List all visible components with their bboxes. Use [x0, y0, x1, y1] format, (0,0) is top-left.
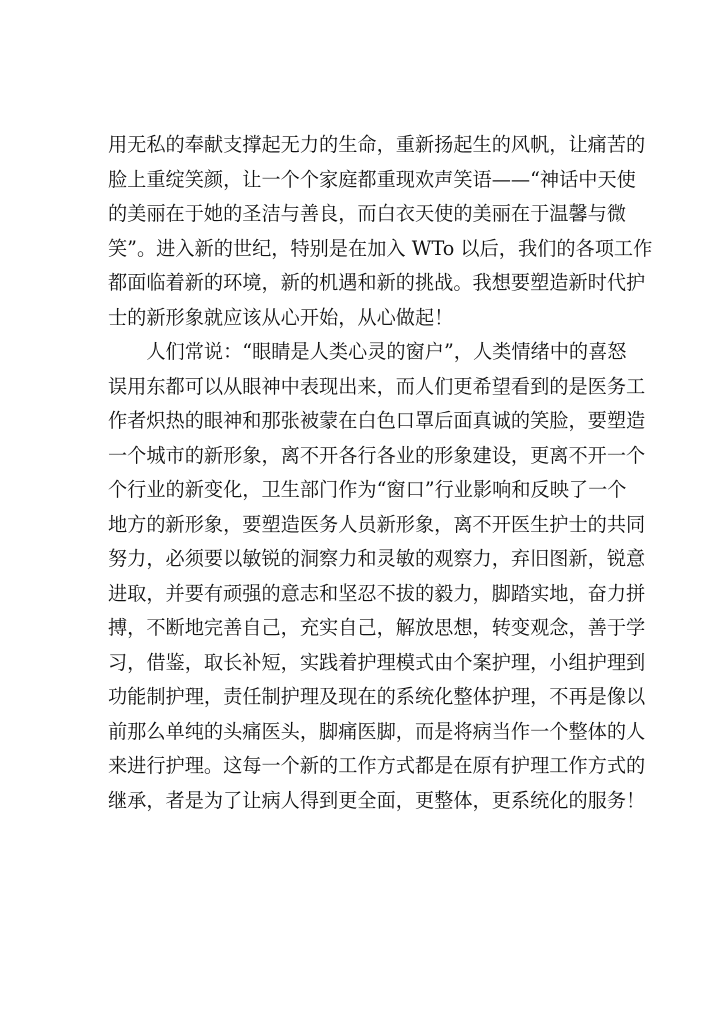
text-line: 用无私的奉献支撑起无力的生命，重新扬起生的风帆，让痛苦的 — [108, 133, 646, 156]
text-line: 前那么单纯的头痛医头，脚痛医脚，而是将病当作一个整体的人 — [108, 719, 646, 743]
text-line: 继承，者是为了让病人得到更全面，更整体，更系统化的服务！ — [108, 788, 646, 812]
body-text — [108, 128, 653, 818]
text-line: 脸上重绽笑颜，让一个个家庭都重现欢声笑语——“神话中天使 — [108, 167, 636, 191]
text-line: 笑”。进入新的世纪，特别是在加入 WTo 以后，我们的各项工作 — [108, 236, 653, 260]
text-line: 一个城市的新形象，离不开各行各业的形象建设，更离不开一个 — [108, 443, 646, 467]
text-line: 来进行护理。这每一个新的工作方式都是在原有护理工作方式的 — [108, 754, 646, 777]
text-line: 地方的新形象，要塑造医务人员新形象，离不开医生护士的共同 — [108, 512, 646, 536]
text-line: 功能制护理，责任制护理及现在的系统化整体护理，不再是像以 — [108, 685, 646, 708]
text-line: 的美丽在于她的圣洁与善良，而白衣天使的美丽在于温馨与微 — [108, 202, 627, 225]
text-line: 习，借鉴，取长补短，实践着护理模式由个案护理，小组护理到 — [108, 650, 646, 674]
text-line: 误用东都可以从眼神中表现出来，而人们更希望看到的是医务工 — [108, 374, 646, 398]
text-line: 士的新形象就应该从心开始，从心做起！ — [108, 305, 454, 329]
text-line: 个行业的新变化，卫生部门作为“窗口”行业影响和反映了一个 — [108, 478, 627, 501]
text-line: 努力，必须要以敏锐的洞察力和灵敏的观察力，弃旧图新，锐意 — [108, 547, 646, 570]
text-line: 搏，不断地完善自己，充实自己，解放思想，转变观念，善于学 — [108, 616, 646, 639]
text-line: 都面临着新的环境，新的机遇和新的挑战。我想要塑造新时代护 — [108, 271, 646, 294]
text-line: 人们常说：“眼睛是人类心灵的窗户”，人类情绪中的喜怒 — [108, 340, 627, 363]
text-line: 作者炽热的眼神和那张被蒙在白色口罩后面真诚的笑脸，要塑造 — [108, 409, 646, 432]
text-line: 进取，并要有顽强的意志和坚忍不拔的毅力，脚踏实地，奋力拼 — [108, 581, 646, 605]
